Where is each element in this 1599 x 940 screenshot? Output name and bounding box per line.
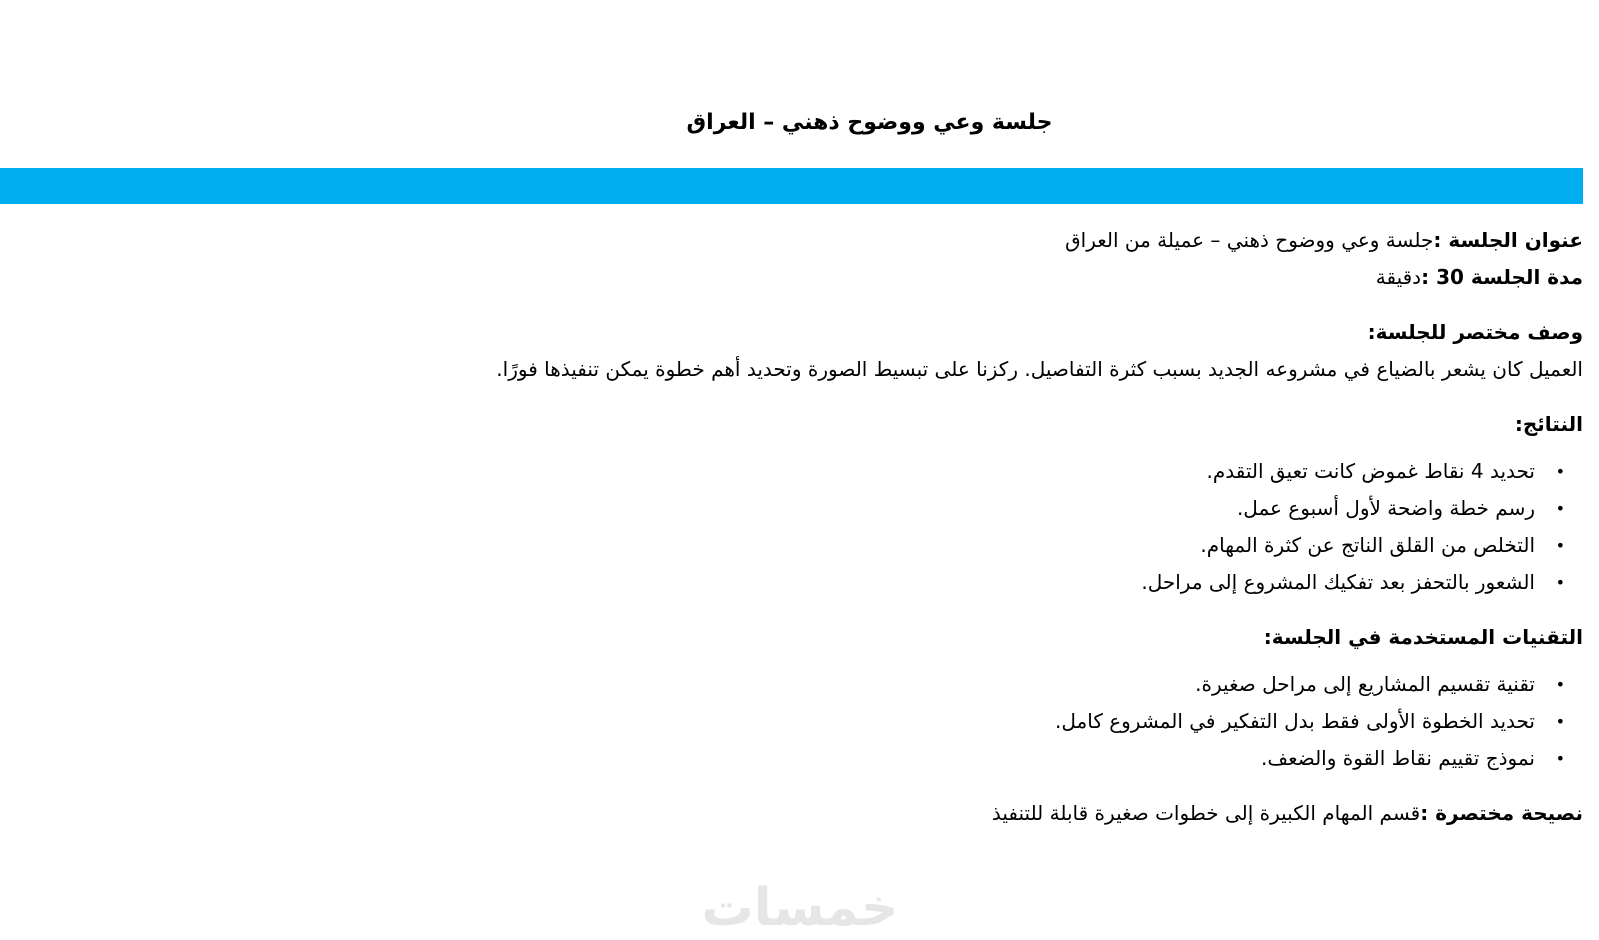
tip-label: نصيحة مختصرة : [1420, 801, 1583, 825]
session-duration-label: مدة الجلسة 30 : [1421, 265, 1583, 289]
list-item: • تحديد الخطوة الأولى فقط بدل التفكير في المشروع كامل. [303, 703, 1535, 740]
description-text: العميل كان يشعر بالضياع في مشروعه الجديد بسبب كثرة التفاصيل. ركزنا على تبسيط الصورة وتحديد أهم خطوة يمكن تنفيذها فورًا. [496, 357, 1583, 381]
session-title-value: جلسة وعي ووضوح ذهني – عميلة من العراق [1065, 228, 1434, 252]
list-item: • رسم خطة واضحة لأول أسبوع عمل. [303, 490, 1535, 527]
list-item: • تقنية تقسيم المشاريع إلى مراحل صغيرة. [303, 666, 1535, 703]
watermark-logo: خمسات [701, 878, 899, 938]
techniques-section [303, 619, 1583, 777]
tip-text: قسم المهام الكبيرة إلى خطوات صغيرة قابلة للتنفيذ [991, 801, 1421, 825]
tip-line [303, 795, 1583, 832]
description-section [303, 314, 1583, 388]
list-item: • التخلص من القلق الناتج عن كثرة المهام. [303, 527, 1535, 564]
techniques-heading: التقنيات المستخدمة في الجلسة: [1263, 625, 1583, 649]
page-title-text: جلسة وعي ووضوح ذهني – العراق [686, 110, 1053, 135]
session-duration-value: دقيقة [1375, 265, 1422, 289]
list-item: • نموذج تقييم نقاط القوة والضعف. [303, 740, 1535, 777]
session-title-label: عنوان الجلسة : [1433, 228, 1583, 252]
techniques-list [303, 666, 1583, 777]
session-title-line [303, 222, 1583, 259]
list-item: • تحديد 4 نقاط غموض كانت تعيق التقدم. [303, 453, 1535, 490]
page-title [0, 110, 1599, 135]
accent-bar [0, 168, 1583, 204]
session-duration-line [303, 259, 1583, 296]
description-heading: وصف مختصر للجلسة: [1367, 320, 1583, 344]
results-heading: النتائج: [1514, 412, 1583, 436]
results-section [303, 406, 1583, 601]
document-content [303, 222, 1583, 832]
results-list [303, 453, 1583, 601]
list-item: • الشعور بالتحفز بعد تفكيك المشروع إلى مراحل. [303, 564, 1535, 601]
